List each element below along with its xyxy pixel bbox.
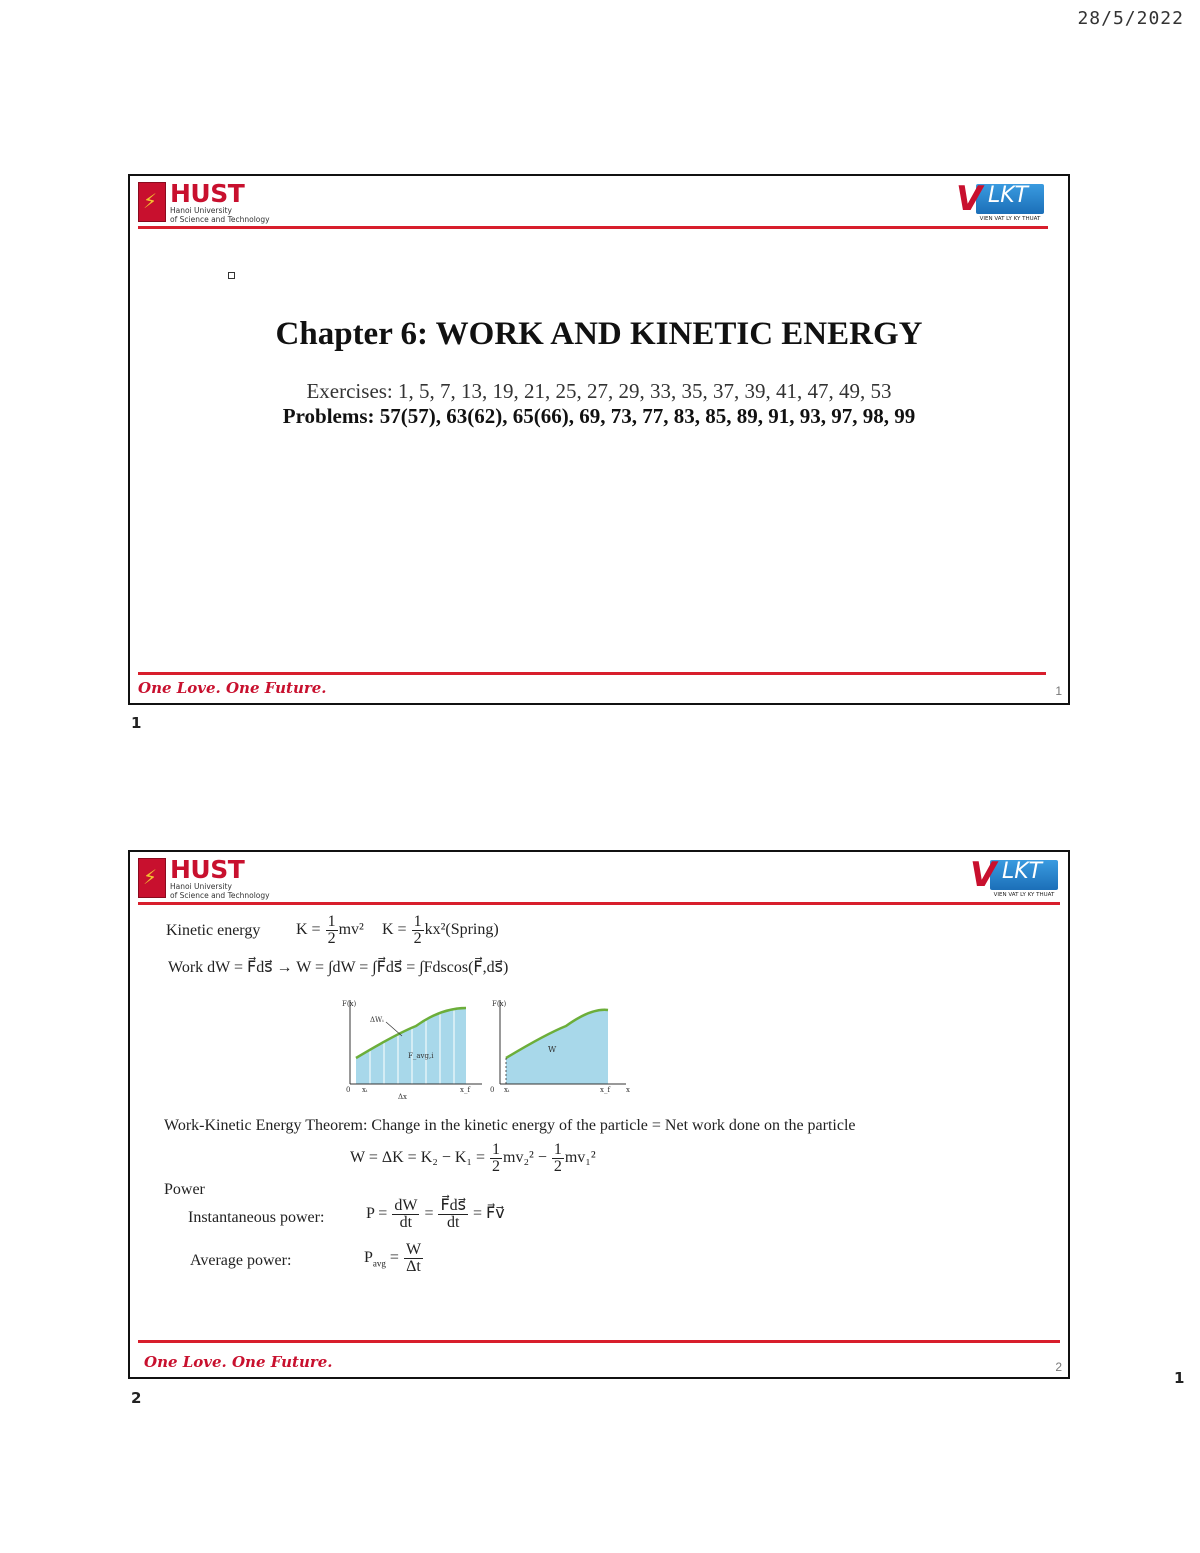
power-label: Power: [164, 1181, 205, 1198]
hust-shield-icon: ⚡: [138, 182, 166, 222]
average-power-label: Average power:: [190, 1252, 292, 1269]
vlkt-brand: LKT: [988, 183, 1029, 208]
hust-brand: HUST: [170, 855, 245, 884]
footer-motto: One Love. One Future.: [144, 1353, 333, 1371]
work-formula: Work dW = F⃗ds⃗ → W = ∫dW = ∫F⃗ds⃗ = ∫Fdscos(F⃗,ds⃗): [168, 959, 509, 976]
graph2-origin: 0: [490, 1086, 495, 1094]
bullet-icon: [228, 272, 235, 279]
vlkt-brand: LKT: [1002, 859, 1043, 884]
ke-formula: K = $\frac{1}{2}$ mv²: [296, 913, 364, 947]
ke-label: Kinetic energy: [166, 922, 261, 939]
hust-line-2: of Science and Technology: [170, 891, 270, 900]
slide-number: 1: [1055, 684, 1062, 698]
graph2-xf: x_f: [600, 1086, 611, 1094]
graph1-xi: xᵢ: [362, 1086, 368, 1094]
footer-divider: [138, 1340, 1060, 1343]
graph1-dx: Δx: [398, 1093, 408, 1100]
hust-line-1: Hanoi University: [170, 882, 232, 891]
graph2-ylabel: F(x): [492, 1000, 507, 1008]
chapter-title: Chapter 6: WORK AND KINETIC ENERGY: [275, 316, 923, 352]
page-label-2: 2: [131, 1389, 142, 1407]
graph1-origin: 0: [346, 1086, 351, 1094]
hust-logo: [138, 179, 278, 226]
instantaneous-power-formula: P = $\frac{dW}{dt}$ = $\frac{F⃗ds⃗}{dt}$ = F⃗v⃗: [366, 1197, 505, 1231]
vlkt-tagline: VIEN VAT LY KY THUAT: [993, 892, 1055, 898]
hust-shield-icon: ⚡: [138, 858, 166, 898]
vlkt-tagline: VIEN VAT LY KY THUAT: [979, 216, 1041, 222]
graph1-dw-label: ΔWᵢ: [370, 1016, 384, 1024]
print-date: 28/5/2022: [1077, 8, 1184, 29]
hust-line-1: Hanoi University: [170, 206, 232, 215]
sheet-page-number: 1: [1174, 1369, 1185, 1387]
vlkt-logo: V LKT VIEN VAT LY KY THUAT: [956, 180, 1046, 226]
footer-motto: One Love. One Future.: [138, 679, 327, 697]
exercise-list: Exercises: 1, 5, 7, 13, 19, 21, 25, 27, 29, 33, 35, 37, 39, 41, 47, 49, 53: [306, 379, 892, 403]
graph1-xf: x_f: [460, 1086, 471, 1094]
footer-divider: [138, 672, 1046, 675]
slide-number: 2: [1055, 1360, 1062, 1374]
graph2-w-label: W: [548, 1045, 557, 1054]
average-power-formula: $P_{avg}$ = $\frac{W}{\Delta t}$: [364, 1241, 422, 1275]
instantaneous-power-label: Instantaneous power:: [188, 1209, 325, 1226]
work-area-fill: [506, 1010, 608, 1084]
header-divider: [138, 226, 1048, 229]
graph1-favg-label: F_avg,i: [408, 1052, 434, 1060]
slide-2: [128, 850, 1070, 1379]
work-area-graph-2: [486, 996, 634, 1100]
page-label-1: 1: [131, 714, 142, 732]
graph1-ylabel: F(x): [342, 1000, 357, 1008]
hust-logo: [138, 855, 278, 902]
vlkt-logo: V LKT VIEN VAT LY KY THUAT: [970, 856, 1060, 902]
slide-1: [128, 174, 1070, 705]
graph2-xi: xᵢ: [504, 1086, 510, 1094]
theorem-equation: W = ΔK = K₂ − K₁ = $\frac{1}{2}$ mv₂² − $\frac{1}{2}$ mv₁²: [350, 1141, 596, 1175]
ke-spring-formula: K = $\frac{1}{2}$ kx²(Spring): [382, 913, 499, 947]
header-divider: [138, 902, 1060, 905]
hust-brand: HUST: [170, 179, 245, 208]
work-ke-theorem: Work-Kinetic Energy Theorem: Change in the kinetic energy of the particle = Net work done on the particle: [164, 1117, 856, 1134]
graph2-x: x: [626, 1086, 630, 1094]
hust-line-2: of Science and Technology: [170, 215, 270, 224]
work-area-graph-1: [336, 996, 482, 1100]
problem-list: Problems: 57(57), 63(62), 65(66), 69, 73, 77, 83, 85, 89, 91, 93, 97, 98, 99: [282, 404, 916, 428]
